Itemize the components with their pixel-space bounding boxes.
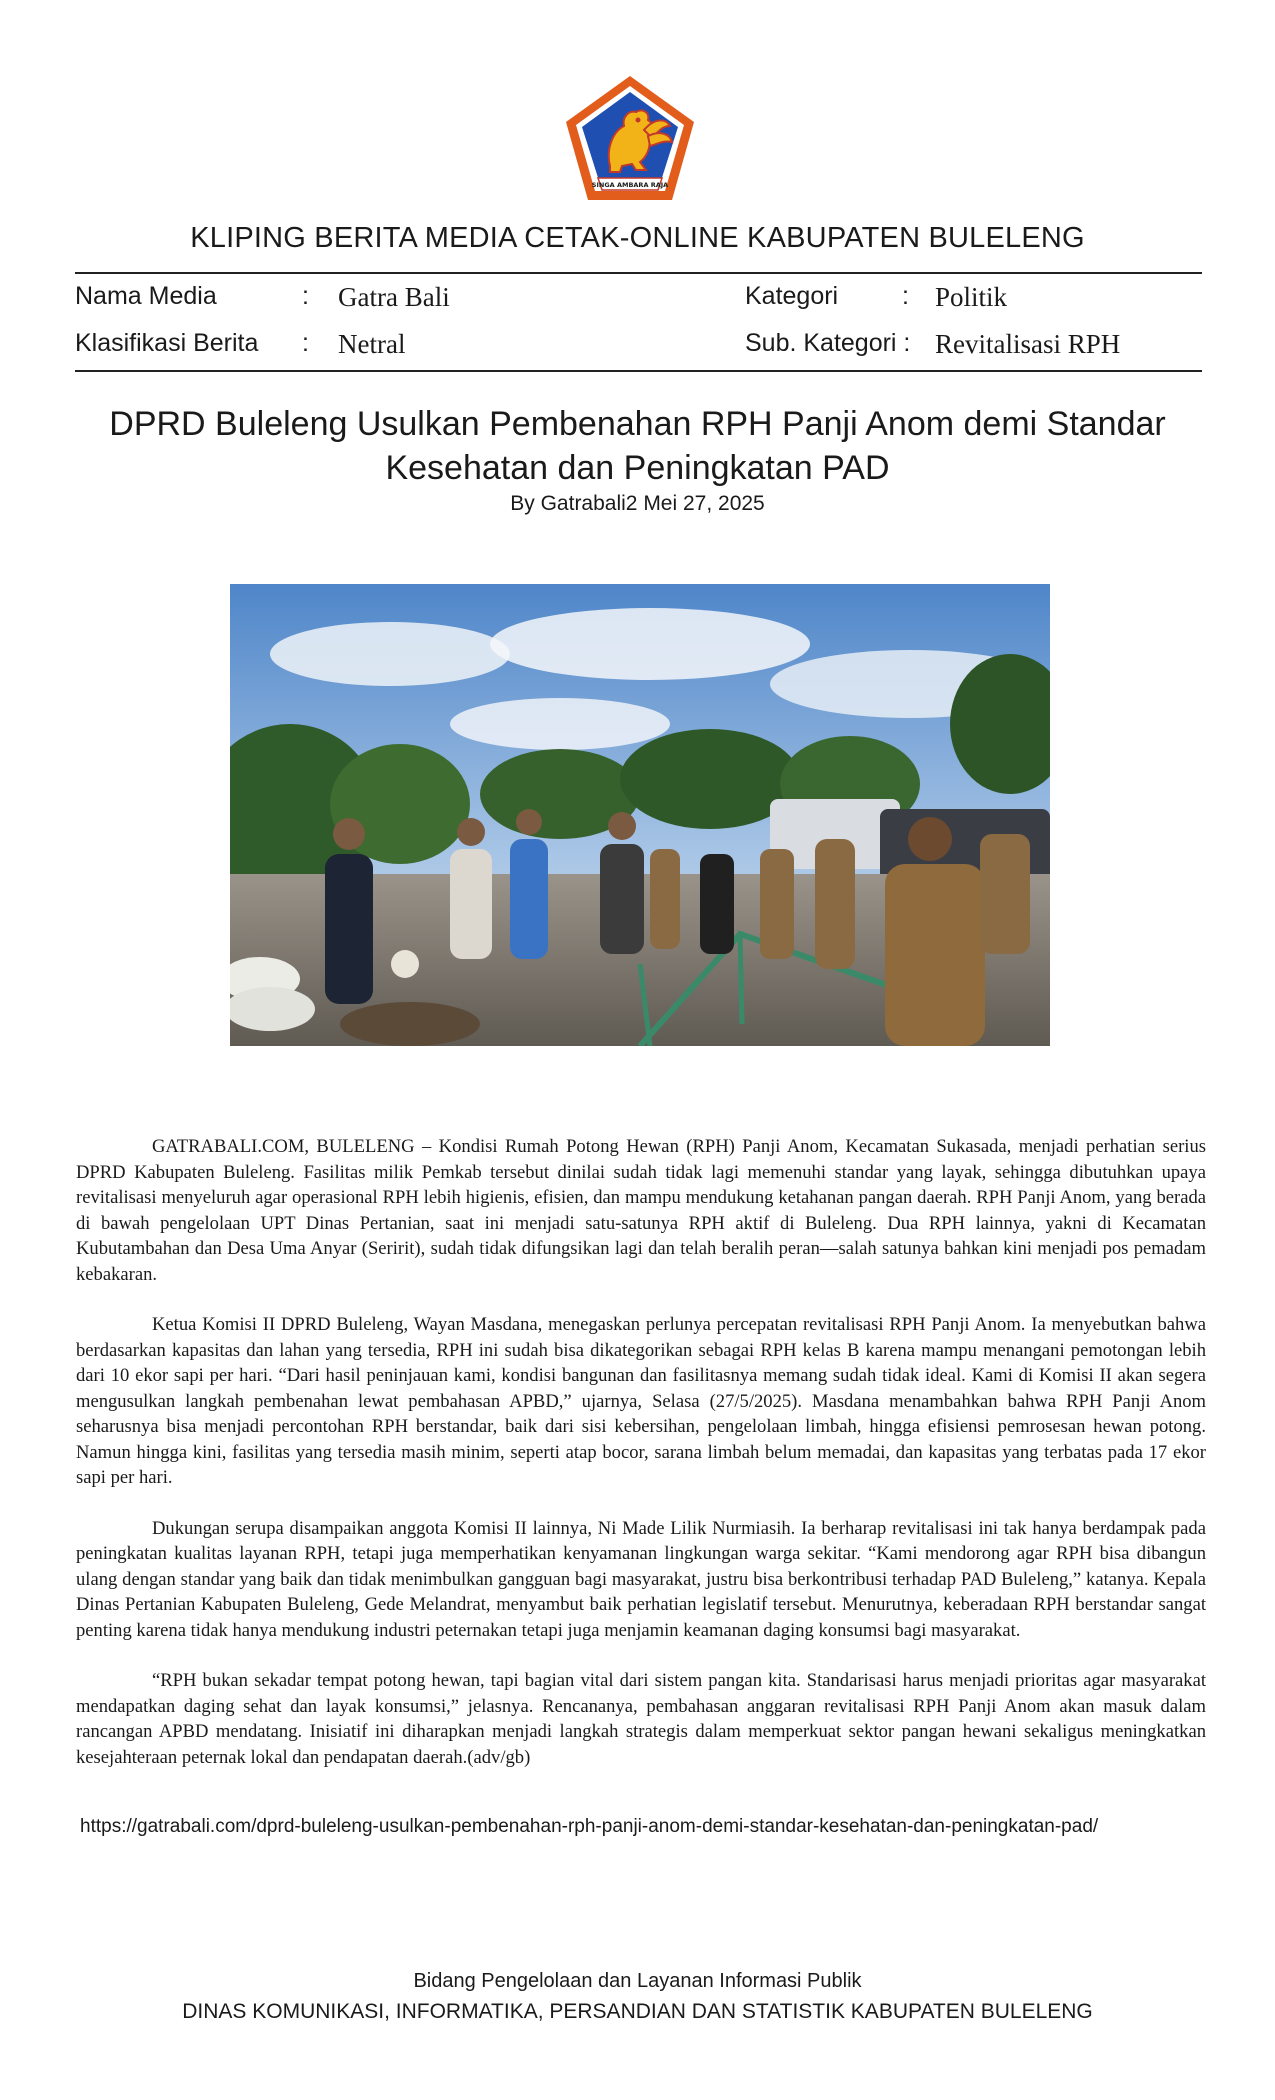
subcategory-label: Sub. Kategori : [745,329,911,357]
header-rule-top [75,272,1202,274]
logo-motto: SINGA AMBARA RAJA [591,181,669,189]
category-label: Kategori [745,282,839,310]
article-paragraph: Ketua Komisi II DPRD Buleleng, Wayan Masdana, menegaskan perlunya percepatan revitalisasi RPH Panji Anom. Ia menyebutkan bahwa berdasarkan kapasitas dan lahan yang tersedia, RPH ini sudah bisa dikategorikan sebagai RPH kelas B karena mampu menangani pemotongan lebih dari 10 ekor sapi per hari. “Dari hasil peninjauan kami, kondisi bangunan dan fasilitasnya memang sudah tidak ideal. Kami di Komisi II akan segera mengusulkan langkah pembenahan lewat pembahasan APBD,” ujarnya, Selasa (27/5/2025). Masdana menambahkan bahwa RPH Panji Anom seharusnya bisa menjadi percontohan RPH berstandar, baik dari sisi kebersihan, pengelolaan limbah, hingga efisiensi pemrosesan hewan potong. Namun hingga kini, fasilitas yang tersedia masih minim, seperti atap bocor, sarana limbah belum memadai, dan kapasitas yang terbatas pada 17 ekor sapi per hari. [76,1314,1206,1488]
article-paragraph: Dukungan serupa disampaikan anggota Komisi II lainnya, Ni Made Lilik Nurmiasih. Ia berharap revitalisasi ini tak hanya berdampak pada peningkatan kualitas layanan RPH, tetapi juga memperhatikan kenyamanan lingkungan warga sekitar. “Kami mendorong agar RPH bisa dibangun ulang dengan standar yang baik dan tidak menimbulkan gangguan bagi masyarakat, justru bisa berkontribusi terhadap PAD Buleleng,” katanya. Kepala Dinas Pertanian Kabupaten Buleleng, Gede Melandrat, menyambut baik perhatian legislatif tersebut. Menurutnya, keberadaan RPH berstandar sangat penting karena tidak hanya mendukung industri peternakan tetapi juga menjamin keamanan daging konsumsi bagi masyarakat. [76,1517,1206,1641]
footer-division: Bidang Pengelolaan dan Layanan Informasi Publik [413,1970,862,1992]
media-value: Gatra Bali [338,282,450,312]
classification-value: Netral [338,329,406,359]
classification-label: Klasifikasi Berita [75,329,259,357]
site-visit-photo [230,584,1050,1046]
headline-line-1: DPRD Buleleng Usulkan Pembenahan RPH Panji Anom demi Standar [109,405,1166,443]
singa-ambara-raja-crest-icon [562,74,698,202]
classification-colon: : [302,329,309,357]
source-url: https://gatrabali.com/dprd-buleleng-usulkan-pembenahan-rph-panji-anom-demi-standar-kesehatan-dan-peningkatan-pad/ [80,1816,1099,1837]
media-colon: : [302,282,309,310]
footer-agency: DINAS KOMUNIKASI, INFORMATIKA, PERSANDIAN DAN STATISTIK KABUPATEN BULELENG [182,2000,1093,2023]
article-headline [60,402,1215,490]
subcategory-value: Revitalisasi RPH [935,329,1121,359]
article-paragraph: “RPH bukan sekadar tempat potong hewan, tapi bagian vital dari sistem pangan kita. Standarisasi harus menjadi prioritas agar masyarakat mendapatkan daging sehat dan layak konsumsi,” jelasnya. Rencananya, pembahasan anggaran revitalisasi RPH Panji Anom akan masuk dalam rancangan APBD mendatang. Inisiatif ini diharapkan menjadi langkah strategis dalam memperkuat sektor pangan hewani sekaligus meningkatkan kesejahteraan peternak lokal dan pendapatan daerah.(adv/gb) [76,1670,1206,1768]
regency-logo [562,74,698,202]
header-rule-bottom [75,370,1202,372]
kliping-title: KLIPING BERITA MEDIA CETAK-ONLINE KABUPATEN BULELENG [190,222,1085,254]
article-byline: By Gatrabali2 Mei 27, 2025 [510,492,765,515]
headline-line-2: Kesehatan dan Peningkatan PAD [385,449,890,487]
media-label: Nama Media [75,282,217,310]
article-paragraph: GATRABALI.COM, BULELENG – Kondisi Rumah Potong Hewan (RPH) Panji Anom, Kecamatan Sukasada, menjadi perhatian serius DPRD Kabupaten Buleleng. Fasilitas milik Pemkab tersebut dinilai sudah tidak lagi memenuhi standar yang layak, sehingga dibutuhkan upaya revitalisasi menyeluruh agar operasional RPH lebih higienis, efisien, dan mampu mendukung ketahanan pangan daerah. RPH Panji Anom, yang berada di bawah pengelolaan UPT Dinas Pertanian, saat ini menjadi satu-satunya RPH aktif di Buleleng. Dua RPH lainnya, yakni di Kecamatan Kubutambahan dan Desa Uma Anyar (Seririt), sudah tidak difungsikan lagi dan telah beralih peran—salah satunya bahkan kini menjadi pos pemadam kebakaran. [76,1136,1206,1285]
article-body [76,1134,1206,1795]
category-value: Politik [935,282,1008,312]
category-colon: : [902,282,909,310]
